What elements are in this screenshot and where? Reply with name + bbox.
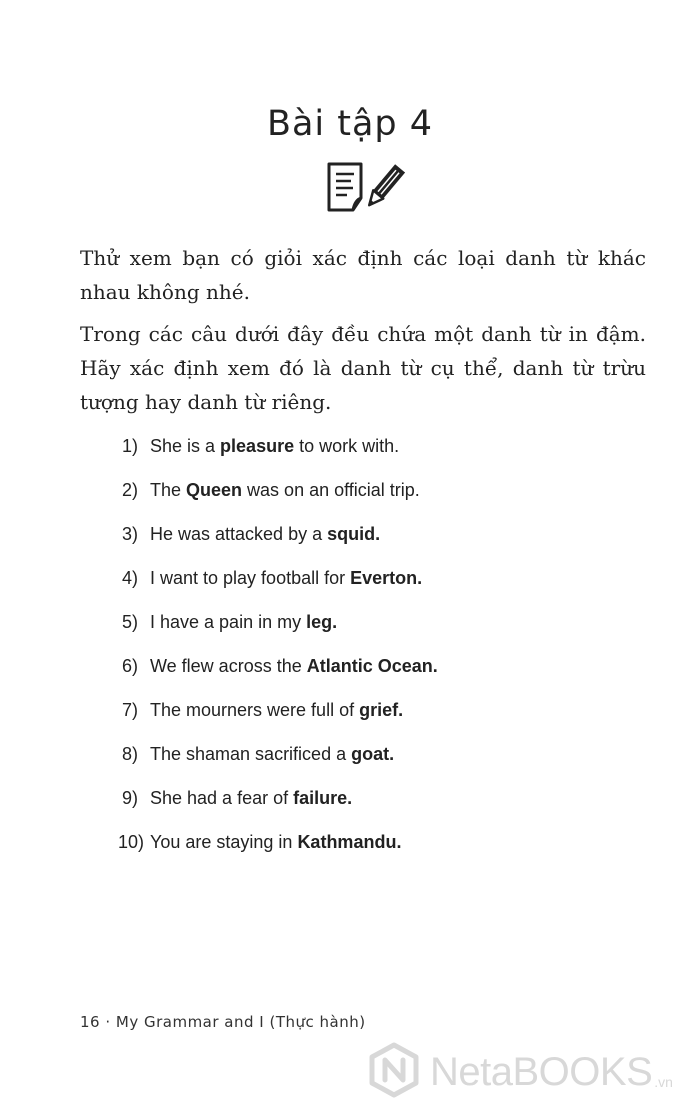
bold-noun: failure. [293,788,353,808]
bold-noun: Everton. [350,568,423,588]
intro-paragraph-2: Trong các câu dưới đây đều chứa một danh từ in đậm. Hãy xác định xem đó là danh từ cụ thể, danh từ trừu tượng hay danh từ riêng. [80,322,646,414]
item-text: I have a pain in my [150,612,307,632]
bold-noun: Kathmandu. [297,832,402,852]
item-number: 7) [122,700,139,720]
page-footer: 16 · My Grammar and I (Thực hành) [80,1013,366,1031]
bold-noun: Queen [186,480,243,500]
item-number: 2) [122,480,139,500]
list-item [122,604,438,648]
list-item [122,428,438,472]
list-item [118,824,438,868]
list-item [122,736,438,780]
item-number: 4) [122,568,139,588]
item-number: 6) [122,656,139,676]
item-text: The shaman sacrificed a [150,744,352,764]
bold-noun: squid. [327,524,381,544]
list-item [122,516,438,560]
list-item [122,780,438,824]
item-text: We flew across the [150,656,307,676]
list-item [122,472,438,516]
item-text: She had a fear of [150,788,294,808]
watermark [366,1042,696,1102]
list-item [122,648,438,692]
n-logo-icon [366,1042,422,1103]
item-text: The mourners were full of [150,700,360,720]
item-text: to work with. [294,436,400,456]
intro-paragraph-1: Thử xem bạn có giỏi xác định các loại danh từ khác nhau không nhé. [80,246,646,304]
bold-noun: leg. [306,612,338,632]
list-item [122,560,438,604]
item-number: 9) [122,788,139,808]
exercise-title: Bài tập 4 [266,104,434,144]
exercise-list [118,428,438,868]
bold-noun: Atlantic Ocean. [306,656,438,676]
item-text: I want to play football for [150,568,351,588]
item-number: 8) [122,744,139,764]
bold-noun: grief. [359,700,404,720]
item-text: You are staying in [150,832,298,852]
item-text: He was attacked by a [150,524,328,544]
list-item [122,692,438,736]
item-number: 5) [122,612,139,632]
item-number: 1) [122,436,139,456]
watermark-brand: NetaBOOKS [430,1049,653,1094]
item-text: She is a [150,436,221,456]
watermark-suffix: .vn [654,1074,673,1090]
item-number: 3) [122,524,139,544]
bold-noun: goat. [351,744,395,764]
bold-noun: pleasure [220,436,295,456]
paper-and-pencil-icon [325,160,405,216]
item-text: was on an official trip. [242,480,420,500]
item-number: 10) [118,832,145,852]
item-text: The [150,480,187,500]
